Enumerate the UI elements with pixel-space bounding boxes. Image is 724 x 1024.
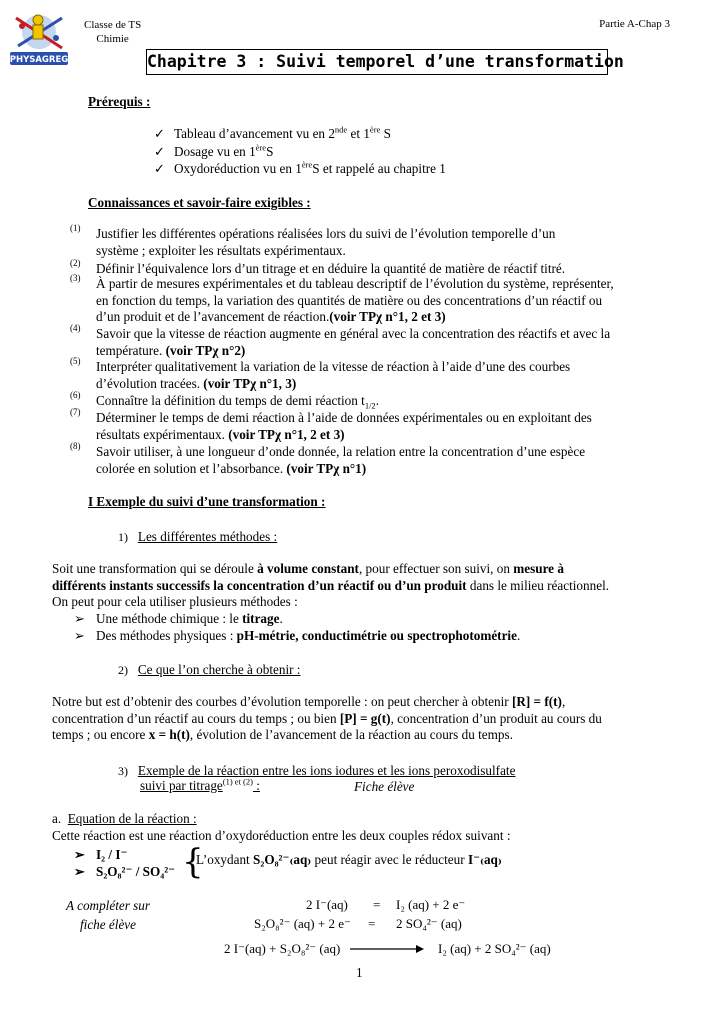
- redox-couple: ➢ S₂O₈²⁻ / SO₄²⁻: [74, 864, 176, 879]
- chapter-title: Chapitre 3 : Suivi temporel d’une transformation: [146, 49, 608, 75]
- half-equation-equals: =: [368, 916, 376, 931]
- redox-couple: ➢ I₂ / I⁻: [74, 847, 128, 862]
- prerequis-item: ✓ Oxydoréduction vu en 1èreS et rappelé au chapitre 1: [154, 159, 446, 176]
- connaissances-heading: Connaissances et savoir-faire exigibles :: [88, 195, 311, 210]
- header-class: [84, 18, 141, 47]
- arrow-bullet-icon: ➢: [74, 864, 86, 879]
- skill-item: (2) Définir l’équivalence lors d’un titrage et en déduire la quantité de matière de réactif titré.: [70, 258, 566, 276]
- page-number: 1: [356, 965, 363, 980]
- skill-item: (5) Interpréter qualitativement la variation de la vitesse de réaction à l’aide d’une des courbes d’évolution tracées. (voir TPχ n°1, 3): [70, 356, 571, 391]
- subsection-heading-line2: suivi par titrage$^{(1) et (2)}$ :: [140, 776, 260, 793]
- equation-subheading: a. Equation de la réaction :: [52, 811, 197, 826]
- subsection-heading: 3) Exemple de la réaction entre les ions iodures et les ions peroxodisulfate: [118, 763, 516, 778]
- reaction-statement: L’oxydant S₂O₈²⁻₍aq₎ peut réagir avec le réducteur I⁻₍aq₎: [196, 852, 502, 867]
- checkmark-icon: ✓: [154, 161, 166, 176]
- skill-item: (3) À partir de mesures expérimentales et du tableau descriptif de l’évolution du système, représenter, en fonction du temps, la variation des quantités de matière ou des concentrations d’un réactif ou d’un produit et de l’avancement de réaction.(voir TPχ n°1, 2 et 3): [70, 273, 614, 324]
- half-equation-left: S₂O₈²⁻ (aq) + 2 e⁻: [254, 916, 351, 931]
- curly-brace-icon: {: [182, 842, 204, 882]
- physagreg-logo: [8, 10, 70, 68]
- skill-item: (4) Savoir que la vitesse de réaction augmente en général avec la concentration des réactifs et avec la température. (voir TPχ n°2): [70, 323, 611, 358]
- overall-equation-right: I₂ (aq) + 2 SO₄²⁻ (aq): [438, 941, 551, 956]
- section-heading: I Exemple du suivi d’une transformation :: [88, 494, 326, 509]
- skill-item: (7) Déterminer le temps de demi réaction à l’aide de données expérimentales ou en exploitant des résultats expérimentaux. (voir TPχ n°1, 2 et 3): [70, 407, 592, 442]
- complete-note: fiche élève: [80, 917, 137, 932]
- subsection-heading: 1) Les différentes méthodes :: [118, 529, 278, 544]
- skill-item: (6) Connaître la définition du temps de demi réaction $t_{1/2}$.: [70, 390, 379, 411]
- half-equation-right: I₂ (aq) + 2 e⁻: [396, 897, 466, 912]
- half-equation-equals: =: [373, 897, 381, 912]
- header-subject-line: Chimie: [96, 33, 129, 46]
- header-part: Partie A-Chap 3: [599, 18, 670, 30]
- reaction-arrow-icon: [350, 943, 424, 960]
- skill-item: (1) Justifier les différentes opérations réalisées lors du suivi de l’évolution temporelle d’un système ; exploiter les résultats expérimentaux.: [70, 223, 556, 258]
- arrow-bullet-icon: ➢: [74, 611, 86, 626]
- header-class-line: Classe de TS: [84, 19, 142, 31]
- checkmark-icon: ✓: [154, 144, 166, 159]
- goal-paragraph: Notre but est d’obtenir des courbes d’évolution temporelle : on peut chercher à obtenir [R] = f(t), concentration d’un réactif au cours du temps ; ou bien [P] = g(t), concentration d’un produit au cours du temps ; ou encore x = h(t), évolution de l’avancement de la réaction au cours du temps.: [52, 694, 602, 742]
- skill-item: (8) Savoir utiliser, à une longueur d’onde donnée, la relation entre la concentration d’une espèce colorée en solution et l’absorbance. (voir TPχ n°1): [70, 441, 586, 476]
- arrow-bullet-icon: ➢: [74, 628, 86, 643]
- subsection-heading: 2) Ce que l’on cherche à obtenir :: [118, 662, 301, 677]
- arrow-bullet-icon: ➢: [74, 847, 86, 862]
- checkmark-icon: ✓: [154, 126, 166, 141]
- prerequis-heading: Prérequis :: [88, 94, 151, 109]
- half-equation-right: 2 SO₄²⁻ (aq): [396, 916, 462, 931]
- prerequis-item: ✓ Tableau d’avancement vu en 2nde et 1ère S: [154, 124, 391, 141]
- fiche-eleve-label: Fiche élève: [354, 779, 415, 794]
- complete-note: A compléter sur: [66, 898, 150, 913]
- half-equation-left: 2 I⁻(aq): [306, 897, 348, 912]
- overall-equation-left: 2 I⁻(aq) + S₂O₈²⁻ (aq): [224, 941, 341, 956]
- prerequis-item: ✓ Dosage vu en 1èreS: [154, 142, 274, 159]
- logo-text: PHYSAGREG: [9, 55, 69, 65]
- methods-paragraph: Soit une transformation qui se déroule à volume constant, pour effectuer son suivi, on mesure à différents instants successifs la concentration d’un réactif ou d’un produit dans le milieu réactionnel. On peut pour cela utiliser plusieurs méthodes :: [52, 561, 610, 609]
- equation-intro: Cette réaction est une réaction d’oxydoréduction entre les deux couples rédox suivant :: [52, 828, 511, 843]
- method-item: ➢ Des méthodes physiques : pH-métrie, conductimétrie ou spectrophotométrie.: [74, 628, 521, 643]
- method-item: ➢ Une méthode chimique : le titrage.: [74, 611, 283, 626]
